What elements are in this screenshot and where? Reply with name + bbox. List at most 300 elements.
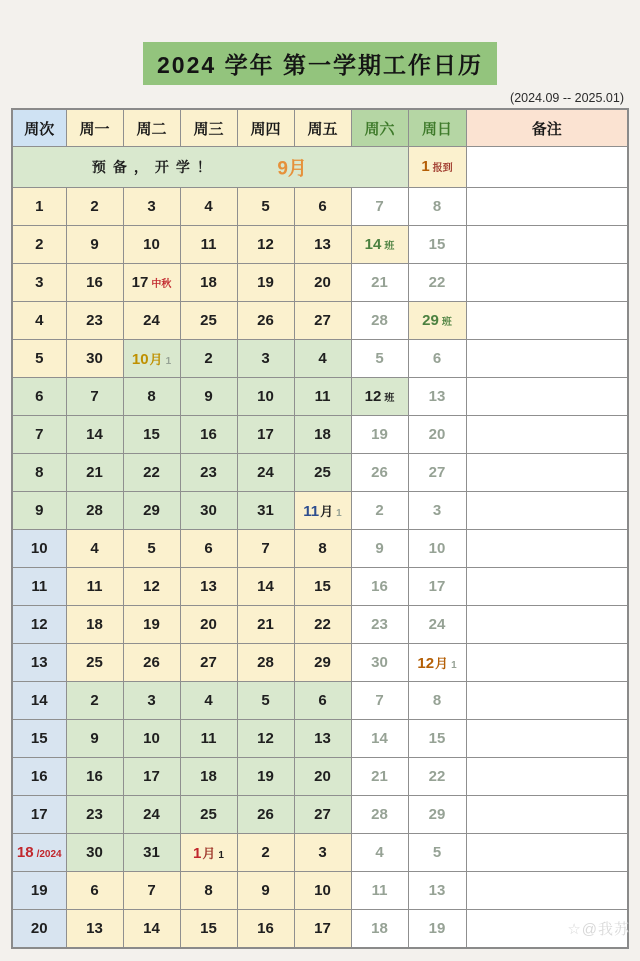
note-cell [466,568,628,606]
day-number: 22 [143,463,160,481]
week-number-cell [12,682,66,720]
semester-start-text: 预备，开学！ [91,159,218,175]
day-number: 17 [428,577,446,595]
watermark [567,918,630,939]
note-cell [466,530,628,568]
day-number: 23 [200,463,217,481]
day-number: 28 [371,311,388,329]
day-cell [180,492,237,530]
day-number: 12 [143,577,160,595]
day-cell [408,264,466,302]
day-tag: 1 [165,355,172,367]
day-number: 21 [86,463,103,481]
day-number: 11 [31,577,48,595]
day-number: 26 [257,805,274,823]
day-number: 27 [200,653,217,671]
day-number: 28 [257,653,274,671]
day-number: 18 [314,425,331,443]
day-number: 16 [30,767,48,785]
day-number: 30 [86,843,103,861]
day-cell [123,910,180,949]
day-cell [294,682,351,720]
day-number: 2 [375,501,384,519]
day-cell [66,644,123,682]
week-row [12,226,628,264]
week-number-cell [12,454,66,492]
day-number: 21 [371,273,388,291]
day-number: 4 [318,349,327,367]
day-cell [180,188,237,226]
day-cell [180,264,237,302]
day-number: 14 [30,691,48,709]
day-number: 20 [30,919,48,937]
day-cell [237,416,294,454]
day-cell [408,720,466,758]
day-cell [408,416,466,454]
note-cell [466,188,628,226]
day-number: 2 [35,235,44,253]
day-number: 7 [35,425,44,443]
month-char: 月 [320,503,334,519]
week-row [12,910,628,949]
day-cell [123,834,180,872]
day-number: 13 [314,729,331,747]
day-number: 30 [86,349,103,367]
day-number: 3 [147,691,156,709]
day-cell [351,568,408,606]
day-number: 15 [30,729,48,747]
day-number: 5 [375,349,384,367]
day-tag: 报到 [432,163,453,174]
week-row [12,606,628,644]
day-number: 18 [371,919,388,937]
day-number: 9 [204,387,213,405]
day-number: 19 [257,767,274,785]
day-cell [408,872,466,910]
day-number: 7 [90,387,99,405]
day-number: 3 [147,197,156,215]
day-cell [180,682,237,720]
day-cell [294,568,351,606]
week-row [12,834,628,872]
day-cell [237,188,294,226]
day-cell [66,872,123,910]
week-row [12,340,628,378]
day-cell [237,378,294,416]
day-cell [123,872,180,910]
day-number: 15 [314,577,331,595]
day-number: 23 [371,615,388,633]
day-cell [408,834,466,872]
day-number: 22 [314,615,331,633]
day-number: 10 [143,235,160,253]
day-cell [123,644,180,682]
week-number-cell [12,188,66,226]
note-cell [466,682,628,720]
note-cell [466,302,628,340]
note-cell [466,378,628,416]
day-cell [351,606,408,644]
day-cell [408,796,466,834]
day-number: 22 [428,273,446,291]
day-cell [66,796,123,834]
calendar-table [11,108,629,949]
header-week: 周次 [12,109,66,147]
day-number: 22 [428,767,446,785]
day-cell [351,910,408,949]
day-cell [237,568,294,606]
day-cell [351,340,408,378]
note-cell [466,264,628,302]
day-number: 1 [193,844,202,862]
day-cell [408,302,466,340]
day-cell [237,606,294,644]
day-cell [66,188,123,226]
header-row [12,109,628,147]
week-row [12,302,628,340]
day-number: 3 [261,349,270,367]
day-cell [66,378,123,416]
watermark-text: @我苏 [581,921,630,938]
day-cell [351,682,408,720]
day-number: 21 [371,767,388,785]
month-banner-row [12,147,628,188]
day-cell [408,340,466,378]
day-cell [123,264,180,302]
week-number-cell [12,530,66,568]
day-number: 28 [371,805,388,823]
day-cell [66,226,123,264]
day-number: 17 [131,273,149,291]
day-number: 8 [318,539,327,557]
day-cell [180,606,237,644]
day-cell [408,910,466,949]
day-number: 16 [86,273,103,291]
day-number: 1 [421,158,430,175]
day-tag: 1 [218,849,224,861]
day-cell [294,226,351,264]
day-cell [180,530,237,568]
week-row [12,720,628,758]
day-number: 7 [375,197,384,215]
day-cell [180,378,237,416]
day-number: 18 [86,615,103,633]
day-cell [237,796,294,834]
day-cell [351,834,408,872]
week-number-cell [12,492,66,530]
day-number: 31 [257,501,274,519]
day-cell [237,720,294,758]
day-cell [294,492,351,530]
day-number: 11 [314,387,331,405]
day-number: 7 [375,691,384,709]
day-cell [237,492,294,530]
day-number: 8 [432,197,442,215]
day-number: 12 [257,235,274,253]
note-cell [466,720,628,758]
day-cell [351,226,408,264]
note-cell [466,872,628,910]
day-cell [351,264,408,302]
day-number: 6 [432,349,442,367]
day-cell [123,796,180,834]
day-tag: 班 [384,240,395,252]
day-cell [294,834,351,872]
day-number: 4 [204,197,213,215]
day-cell [180,720,237,758]
day-cell [180,454,237,492]
day-number: 24 [143,311,160,329]
day-number: 10 [257,387,274,405]
day-number: 13 [200,577,217,595]
day-cell [237,834,294,872]
day-cell [294,416,351,454]
day-cell [123,454,180,492]
day-number: 24 [257,463,274,481]
day-number: 20 [200,615,217,633]
day-cell [294,644,351,682]
day-number: 20 [428,425,446,443]
day-cell [351,872,408,910]
note-cell [466,147,628,188]
day-cell [294,302,351,340]
day-number: 11 [200,235,217,253]
day-cell [351,644,408,682]
day-cell [180,834,237,872]
day-cell [66,416,123,454]
week-number-cell [12,720,66,758]
day-number: 30 [371,653,388,671]
day-cell [180,416,237,454]
day-number: 17 [257,425,274,443]
day-number: 28 [86,501,103,519]
day-cell [66,302,123,340]
day-cell [180,758,237,796]
day-number: 9 [375,539,384,557]
day-number: 16 [371,577,388,595]
day-cell [237,226,294,264]
day-number: 19 [30,881,48,899]
day-number: 29 [314,653,331,671]
week-number-cell [12,796,66,834]
day-number: 4 [204,691,213,709]
day-cell [408,226,466,264]
day-number: 27 [428,463,446,481]
day-number: 4 [35,311,44,329]
day-tag: 中秋 [151,278,172,290]
day-tag: 1 [336,507,342,519]
day-number: 27 [314,311,331,329]
day-number: 4 [375,843,384,861]
week-row [12,264,628,302]
day-cell [180,340,237,378]
day-cell [180,226,237,264]
day-number: 15 [428,729,446,747]
day-cell [237,872,294,910]
month-name: 9月 [277,158,307,180]
day-number: 10 [314,881,331,899]
day-cell [351,796,408,834]
day-cell [66,454,123,492]
day-number: 6 [318,197,327,215]
day-number: 8 [204,881,213,899]
week-row [12,492,628,530]
day-number: 8 [147,387,156,405]
note-cell [466,758,628,796]
day-cell [66,530,123,568]
day-number: 16 [86,767,103,785]
day-cell [294,758,351,796]
day-number: 10 [143,729,160,747]
day-number: 2 [261,843,270,861]
day-cell [123,758,180,796]
week-number-cell [12,264,66,302]
day-cell [294,340,351,378]
day-number: 13 [428,881,446,899]
day-cell [408,454,466,492]
day-cell [237,910,294,949]
day-number: 13 [30,653,48,671]
day-cell [66,758,123,796]
day-number: 13 [86,919,103,937]
day-tag: /2024 [36,848,62,860]
day-number: 15 [428,235,446,253]
day-cell [66,264,123,302]
header-sat: 周六 [351,109,408,147]
day-number: 19 [257,273,274,291]
day-number: 9 [35,501,44,519]
week-number-cell [12,606,66,644]
day-cell [408,378,466,416]
day-number: 19 [143,615,160,633]
day-number: 6 [204,539,213,557]
day-cell [294,188,351,226]
day-cell [408,147,466,188]
header-tue: 周二 [123,109,180,147]
day-cell [123,302,180,340]
calendar-body [12,147,628,949]
day-cell [351,454,408,492]
day-cell [351,720,408,758]
day-number: 1 [35,197,44,215]
day-cell [66,834,123,872]
day-cell [237,302,294,340]
week-row [12,416,628,454]
week-number-cell [12,416,66,454]
header-wed: 周三 [180,109,237,147]
day-cell [351,302,408,340]
day-cell [66,492,123,530]
note-cell [466,796,628,834]
day-number: 13 [428,387,446,405]
day-tag: 班 [384,392,395,404]
week-number-cell [12,834,66,872]
day-cell [351,188,408,226]
day-number: 21 [257,615,274,633]
day-number: 20 [314,767,331,785]
day-cell [66,568,123,606]
day-number: 6 [90,881,99,899]
day-cell [180,302,237,340]
paw-icon: ☆ [567,921,582,938]
day-cell [408,188,466,226]
day-number: 7 [261,539,270,557]
day-number: 15 [200,919,217,937]
day-number: 12 [30,615,48,633]
note-cell [466,416,628,454]
day-number: 17 [30,805,48,823]
day-cell [294,606,351,644]
day-cell [351,492,408,530]
day-number: 3 [318,843,327,861]
day-cell [123,188,180,226]
day-number: 18 [16,843,34,861]
day-number: 25 [200,311,217,329]
month-char: 月 [202,845,216,861]
day-cell [294,910,351,949]
day-cell [237,454,294,492]
week-row [12,758,628,796]
day-cell [408,530,466,568]
day-cell [123,720,180,758]
day-number: 25 [200,805,217,823]
day-cell [408,492,466,530]
day-cell [180,568,237,606]
week-row [12,796,628,834]
week-number-cell [12,758,66,796]
day-number: 14 [257,577,274,595]
day-number: 16 [257,919,274,937]
day-cell [237,682,294,720]
day-cell [66,682,123,720]
day-number: 2 [204,349,213,367]
day-cell [66,910,123,949]
day-number: 9 [261,881,270,899]
day-number: 11 [303,502,320,520]
header-sun: 周日 [408,109,466,147]
day-number: 19 [428,919,446,937]
day-cell [123,530,180,568]
day-number: 3 [432,501,442,519]
month-char: 月 [149,351,163,367]
day-number: 23 [86,805,103,823]
week-row [12,644,628,682]
day-cell [408,682,466,720]
day-number: 25 [86,653,103,671]
day-number: 26 [371,463,388,481]
day-number: 25 [314,463,331,481]
week-row [12,568,628,606]
day-number: 10 [30,539,48,557]
day-cell [294,720,351,758]
day-number: 29 [428,805,446,823]
day-number: 5 [432,843,442,861]
day-cell [408,758,466,796]
day-cell [294,378,351,416]
day-number: 18 [200,273,217,291]
day-number: 8 [432,691,442,709]
day-cell [351,758,408,796]
day-number: 17 [314,919,331,937]
week-row [12,454,628,492]
note-cell [466,834,628,872]
week-number-cell [12,378,66,416]
day-number: 24 [143,805,160,823]
day-number: 6 [35,387,44,405]
day-cell [123,378,180,416]
week-number-cell [12,340,66,378]
day-cell [294,264,351,302]
